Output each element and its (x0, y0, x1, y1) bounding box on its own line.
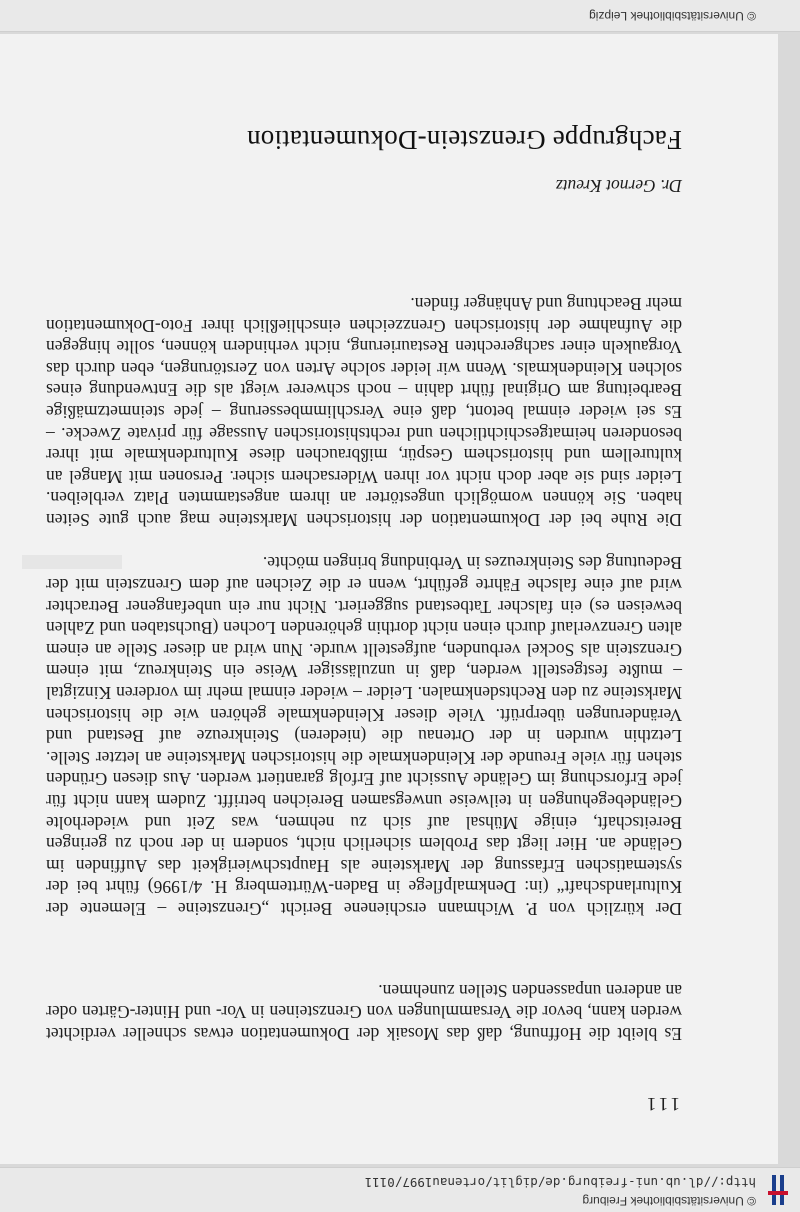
document-page (0, 34, 778, 1164)
scan-bleed-through (22, 555, 122, 569)
viewer-footer (0, 0, 800, 32)
paragraph-intro: Die Ruhe bei der Dokumentation der historischen Marksteine mag auch gute Seiten haben. Sie können womöglich ungestörter an ihrem angestammten Platz verbleiben. Leider sind sie aber doch nicht vor ihren Widersachern sicher. Personen mit Mangel an kulturellem und historischem Gespür, mißbrauchen diese Kulturdenkmale mit ihrer besonderen heimatgeschichtlichen und rechtshistorischen Aussage für private Zwecke. – Es sei wieder einmal betont, daß eine Verschlimmbesserung – jede steinmetzmäßige Bearbeitung am Original führt dahin – noch schwerer wiegt als die Entwendung eines solchen Kleindenkmals. Wenn wir leider solche Arten von Zerstörungen, eben durch das Vorgaukeln einer sachgerechten Restaurierung, nicht verhindern können, sollte hingegen die Aufnahme der historischen Grenzzeichen einschließlich ihrer Foto-Dokumentation mehr Beachtung und Anhänger finden. (46, 294, 682, 530)
article-title: Fachgruppe Grenzstein-Dokumentation (246, 125, 682, 155)
copyright-notice: © Universitätsbibliothek Freiburg (582, 1194, 756, 1208)
paragraph-closing: Es bleibt die Hoffnung, daß das Mosaik der Dokumentation etwas schneller verdichtet werden kann, bevor die Versammlungen von Grenzsteinen in Vor- und Hinter-Gärten oder an anderen unpassenden Stellen zunehmen. (46, 980, 682, 1044)
library-logo-icon (768, 1175, 788, 1205)
page-number: 111 (643, 1093, 680, 1114)
source-url[interactable]: http://dl.ub.uni-freiburg.de/diglit/ortenau1997/0111 (364, 1175, 756, 1190)
viewer-header (0, 1167, 800, 1212)
paragraph-summary: Der kürzlich von P. Wichmann erschienene Bericht „Grenzsteine – Elemente der Kulturlandschaft“ (in: Denkmalpflege in Baden-Württemberg H. 4/1996) führt bei der systematischen Erfassung der Marksteine als Hauptschwierigkeit das Auffinden im Gelände an. Hier liegt das Problem sicherlich nicht, sondern in der noch zu geringen Bereitschaft, einige Mühsal auf sich zu nehmen, was Zeit und wiederholte Geländebegehungen in teilweise unwegsamen Bereichen betrifft. Zudem kann nicht für jede Erforschung im Gelände Aussicht auf Erfolg garantiert werden. Aus diesen Gründen stehen für viele Freunde der Kleindenkmale die historischen Marksteine an letzter Stelle. Letzthin wurden in der Ortenau die (niederen) Steinkreuze auf Bestand und Veränderungen überprüft. Viele dieser Kleindenkmale gehören wie die historischen Marksteine zu den Rechtsdenkmalen. Leider – wieder einmal mehr im vorderen Kinzigtal – mußte festgestellt werden, daß in unzulässiger Weise ein Steinkreuz, mit einem Grenzstein als Sockel verbunden, aufgestellt wurde. Nun wird an dieser Stelle an einem alten Grenzverlauf durch einen nicht dorthin gehörenden Lochen (Buchstaben und Zahlen beweisen es) ein falscher Tatbestand suggeriert. Nicht nur ein unbefangener Betrachter wird auf eine falsche Fährte geführt, wenn er die Zeichen auf dem Grenzstein mit der Bedeutung des Steinkreuzes in Verbindung bringen möchte. (46, 553, 682, 919)
copyright-notice-secondary: © Universitätsbibliothek Leipzig (589, 9, 756, 23)
article-author: Dr. Gernot Kreutz (555, 176, 682, 196)
